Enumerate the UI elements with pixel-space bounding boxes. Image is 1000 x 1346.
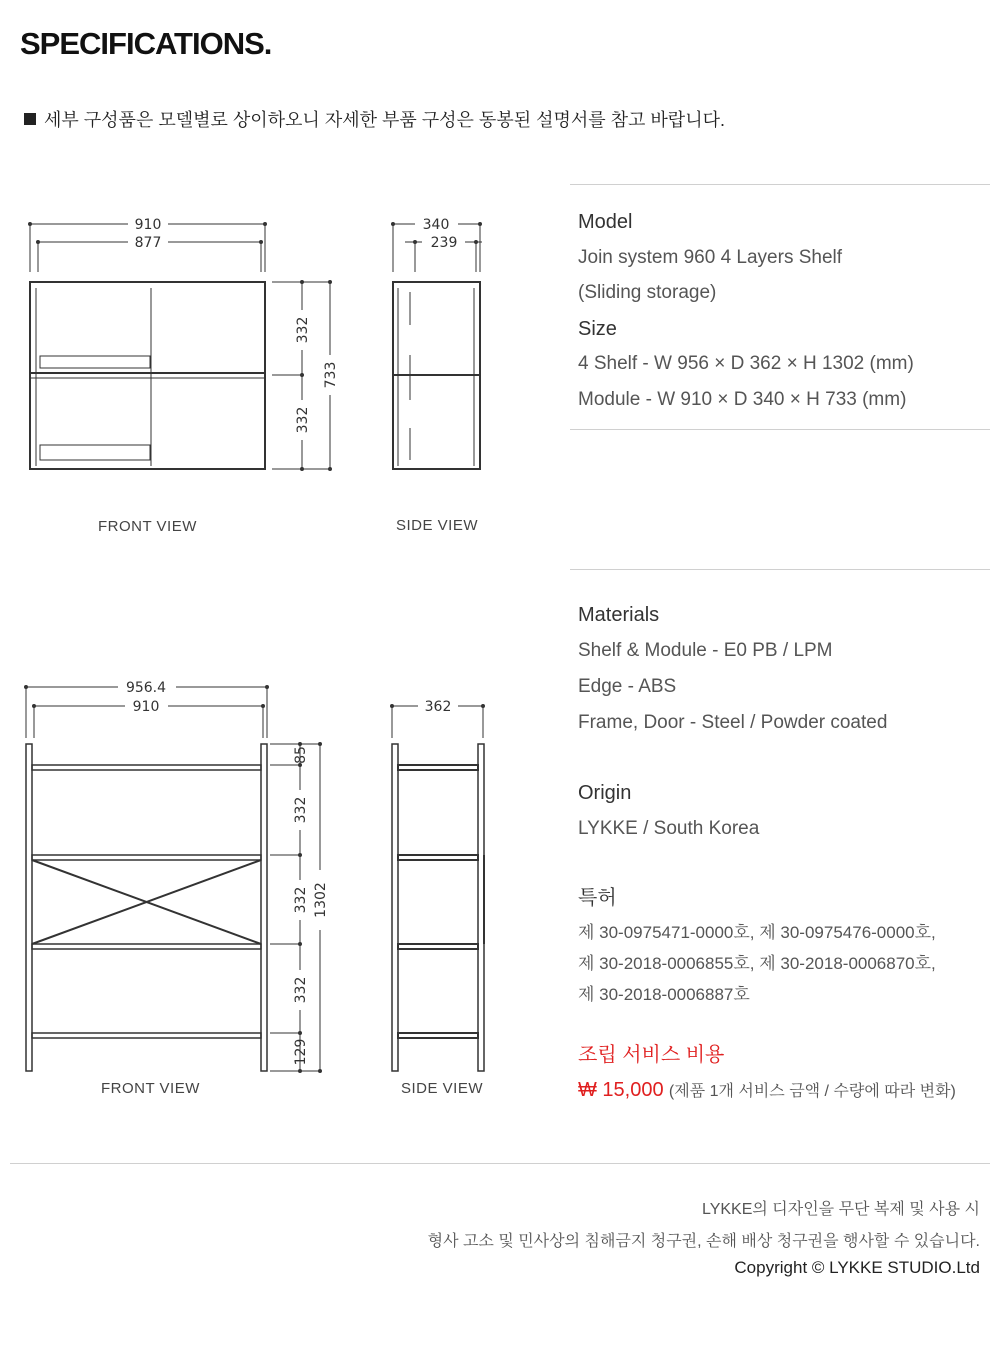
dim-width-outer: 910 — [134, 217, 162, 233]
dim-height-lower: 332 — [295, 406, 311, 434]
square-bullet-icon — [24, 113, 36, 125]
origin-heading: Origin — [578, 782, 632, 804]
size-heading: Size — [578, 318, 617, 340]
patent-line-1: 제 30-0975471-0000호, 제 30-0975476-0000호, — [578, 923, 936, 942]
dim-shelf-2: 332 — [293, 886, 309, 914]
footer-line-2: 형사 고소 및 민사상의 침해금지 청구권, 손해 배상 청구권을 행사할 수 있습니다. — [427, 1233, 980, 1250]
front-view-label-bottom: FRONT VIEW — [101, 1080, 200, 1097]
model-heading: Model — [578, 211, 633, 233]
shelf-diagram — [0, 670, 560, 1090]
service-heading: 조립 서비스 비용 — [578, 1044, 725, 1066]
service-cost — [578, 1080, 956, 1100]
dim-width-inner-shelf: 910 — [132, 699, 160, 715]
patent-line-3: 제 30-2018-0006887호 — [578, 985, 750, 1004]
module-diagram — [0, 200, 560, 560]
dim-width-inner: 877 — [134, 235, 162, 251]
model-subname: (Sliding storage) — [578, 282, 717, 303]
material-shelf: Shelf & Module - E0 PB / LPM — [578, 640, 833, 661]
footer-divider — [10, 1163, 990, 1164]
footer-line-1: LYKKE의 디자인을 무단 복제 및 사용 시 — [702, 1201, 980, 1218]
dim-width-outer-shelf: 956.4 — [125, 680, 167, 696]
front-view-label-top: FRONT VIEW — [98, 518, 197, 535]
service-note: (제품 1개 서비스 금액 / 수량에 따라 변화) — [668, 1083, 956, 1100]
divider — [570, 569, 990, 570]
dim-shelf-1: 332 — [293, 796, 309, 824]
patent-heading: 특허 — [578, 887, 617, 909]
material-frame: Frame, Door - Steel / Powder coated — [578, 712, 888, 733]
side-view-label-top: SIDE VIEW — [396, 517, 479, 534]
page-title: SPECIFICATIONS. — [20, 26, 272, 61]
dim-height-total-shelf: 1302 — [313, 882, 329, 918]
model-name: Join system 960 4 Layers Shelf — [578, 247, 843, 268]
dim-height-total: 733 — [323, 361, 339, 389]
patent-line-2: 제 30-2018-0006855호, 제 30-2018-0006870호, — [578, 954, 936, 973]
size-module: Module - W 910 × D 340 × H 733 (mm) — [578, 389, 907, 410]
notice-text: 세부 구성품은 모델별로 상이하오니 자세한 부품 구성은 동봉된 설명서를 참고 바랍니다. — [44, 110, 725, 130]
footer-copyright: Copyright © LYKKE STUDIO.Ltd — [734, 1258, 980, 1277]
dim-depth-outer: 340 — [422, 217, 450, 233]
dim-depth-inner: 239 — [430, 235, 458, 251]
dim-bottom: 129 — [293, 1038, 309, 1066]
divider — [570, 429, 990, 430]
notice — [24, 106, 725, 132]
dim-depth-shelf: 362 — [424, 699, 452, 715]
origin-value: LYKKE / South Korea — [578, 818, 760, 839]
material-edge: Edge - ABS — [578, 676, 677, 697]
side-view-label-bottom: SIDE VIEW — [401, 1080, 484, 1097]
service-price: ₩ 15,000 — [578, 1079, 664, 1101]
dim-shelf-3: 332 — [293, 976, 309, 1004]
size-shelf: 4 Shelf - W 956 × D 362 × H 1302 (mm) — [578, 353, 914, 374]
divider — [570, 184, 990, 185]
dim-top: 85 — [293, 746, 309, 764]
dim-height-upper: 332 — [295, 316, 311, 344]
materials-heading: Materials — [578, 604, 660, 626]
